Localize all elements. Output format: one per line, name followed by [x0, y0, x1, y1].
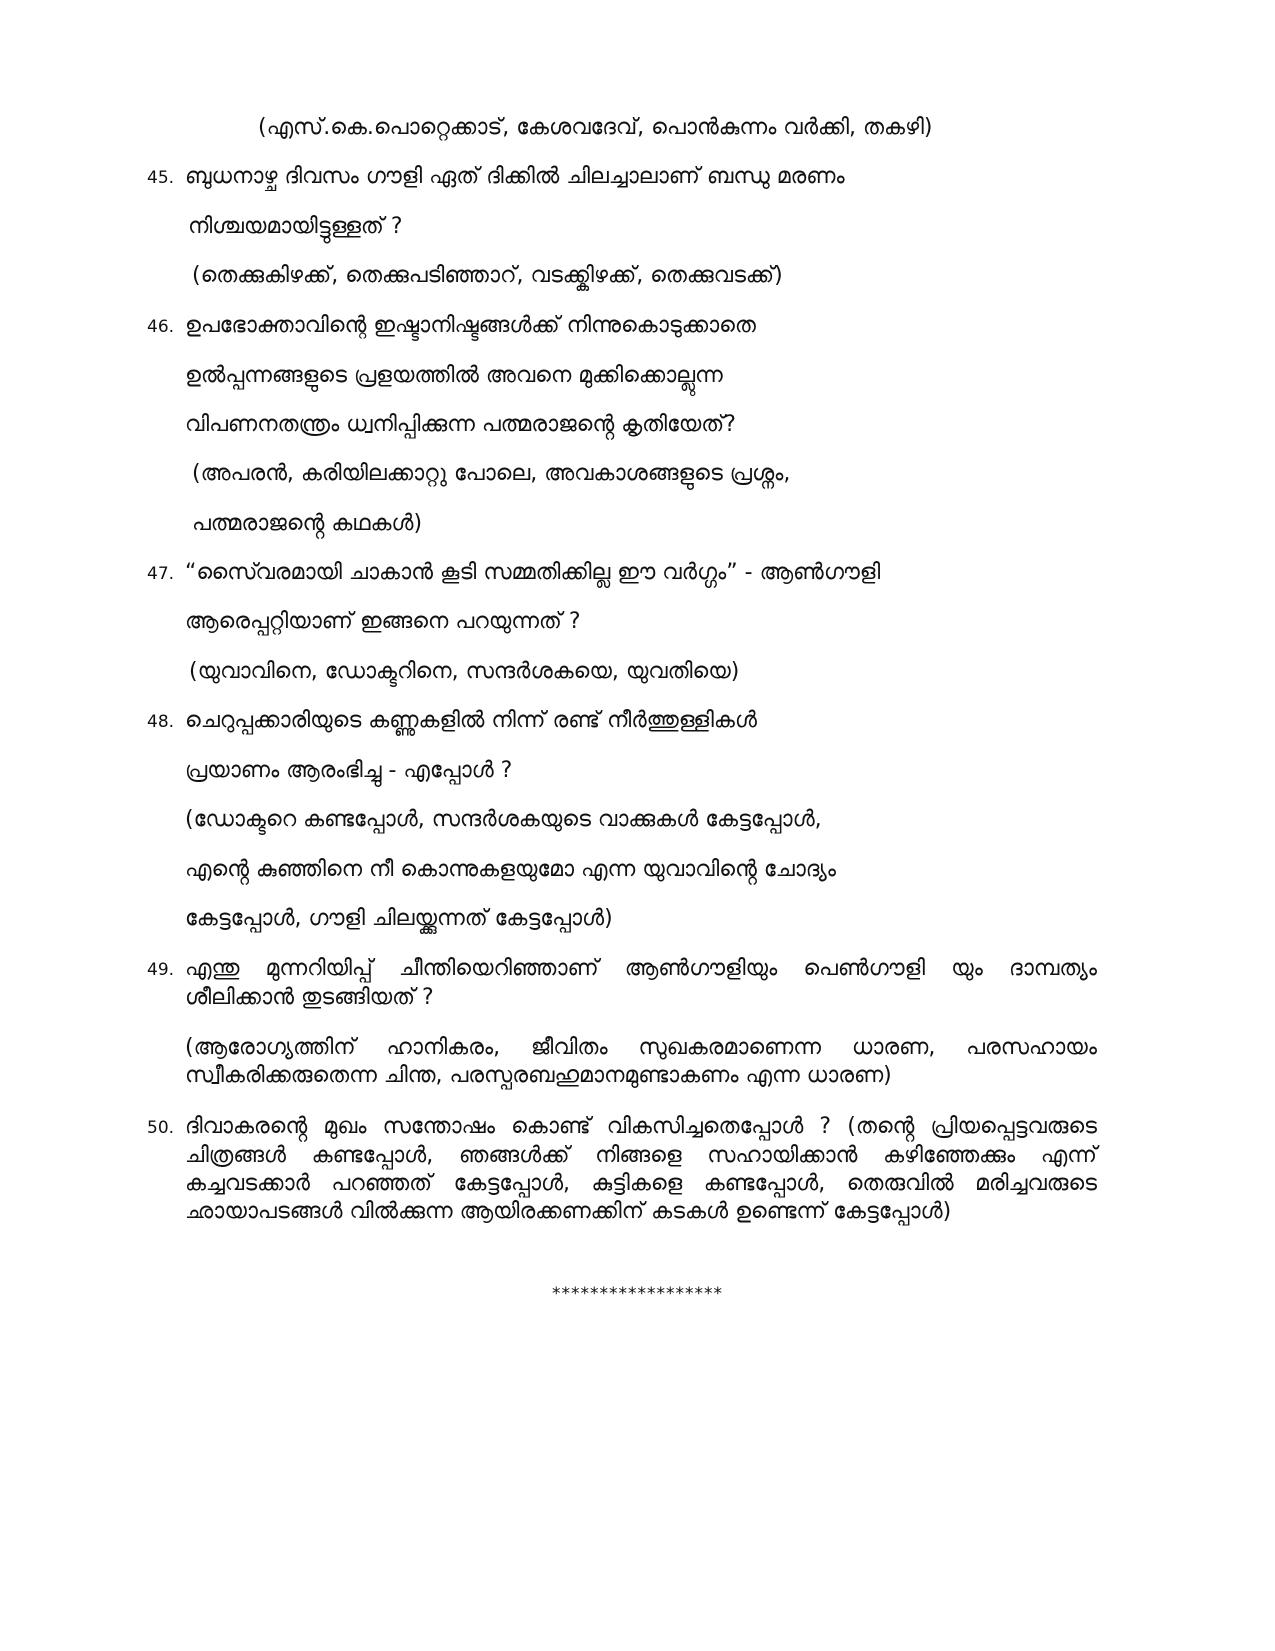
q48-text-1: ചെറുപ്പക്കാരിയുടെ കണ്ണുകളിൽ നിന്ന് രണ്ട് നീർത്തുള്ളികൾ	[185, 708, 757, 733]
q50-number: 50.	[147, 1118, 175, 1138]
q46-text-1: ഉപഭോക്താവിന്റെ ഇഷ്ടാനിഷ്ടങ്ങൾക്ക് നിന്നുകൊടുക്കാതെ	[185, 313, 756, 338]
q48-number: 48.	[147, 712, 175, 732]
q47-line-1	[147, 559, 880, 588]
q46-number: 46.	[147, 317, 175, 337]
q45-number: 45.	[147, 168, 175, 188]
q49-number: 49.	[147, 960, 175, 980]
q50-text: ദിവാകരൻ്റെ മുഖം സന്തോഷം കൊണ്ട് വികസിച്ചതെപ്പോൾ ? (തൻ്റെ പ്രിയപ്പെട്ടവരുടെ ചിത്രങ്ങൾ കണ്ടപ്പോൾ, ഞങ്ങൾക്ക് നിങ്ങളെ സഹായിക്കാൻ കഴിഞ്ഞേക്കും എന്ന് കച്ചവടക്കാർ പറഞ്ഞത് കേട്ടപ്പോൾ, കുട്ടികളെ കണ്ടപ്പോൾ, തെരുവിൽ മരിച്ചവരുടെ ഛായാപടങ്ങൾ വിൽക്കുന്ന ആയിരക്കണക്കിന് കടകൾ ഉണ്ടെന്ന് കേട്ടപ്പോൾ)	[185, 1114, 1097, 1224]
q46-line-1	[147, 312, 756, 341]
end-stars: ******************	[552, 1284, 723, 1304]
q45-line-1	[147, 163, 845, 192]
q47-text-1: “സൈ്വരമായി ചാകാൻ കൂടി സമ്മതിക്കില്ല ഈ വർഗ്ഗം” - ആൺഗൗളി	[185, 560, 881, 585]
q48-line-2: പ്രയാണം ആരംഭിച്ചു - എപ്പോൾ ?	[185, 758, 513, 783]
q46-line-3: വിപണനതന്ത്രം ധ്വനിപ്പിക്കുന്ന പത്മരാജൻ്റെ കൃതിയേത്?	[185, 412, 736, 437]
q45-text-1: ബുധനാഴ്ച ദിവസം ഗൗളി ഏത് ദിക്കിൽ ചിലച്ചാലാണ് ബന്ധു മരണം	[185, 164, 845, 189]
q45-line-2: നിശ്ചയമായിട്ടുള്ളത് ?	[188, 214, 403, 239]
q44-options: (എസ്.കെ.പൊറ്റെക്കാട്, കേശവദേവ്, പൊൻകുന്നം വർക്കി, തകഴി)	[258, 115, 933, 140]
q48-options-3: കേട്ടപ്പോൾ, ഗൗളി ചിലയ്ക്കുന്നത് കേട്ടപ്പോൾ)	[185, 906, 613, 931]
q46-options-1: (അപരൻ, കരിയിലക്കാറ്റു പോലെ, അവകാശങ്ങളുടെ പ്രശ്നം,	[192, 461, 791, 486]
q48-options-1: (ഡോക്ടറെ കണ്ടപ്പോൾ, സന്ദർശകയുടെ വാക്കുകൾ കേട്ടപ്പോൾ,	[185, 807, 822, 832]
q47-number: 47.	[147, 564, 175, 584]
q46-line-2: ഉൽപ്പന്നങ്ങളുടെ പ്രളയത്തിൽ അവനെ മുക്കിക്കൊല്ലുന്ന	[185, 363, 723, 388]
q49-options: (ആരോഗ്യത്തിന് ഹാനികരം, ജീവിതം സുഖകരമാണെന്ന ധാരണ, പരസഹായം സ്വീകരിക്കരുതെന്ന ചിന്ത, പരസ്പരബഹുമാനമുണ്ടാകണം എന്ന ധാരണ)	[185, 1035, 1097, 1088]
q47-line-2: ആരെപ്പറ്റിയാണ് ഇങ്ങനെ പറയുന്നത് ?	[185, 609, 581, 634]
q49-text: എന്തു മുന്നറിയിപ്പ് ചീന്തിയെറിഞ്ഞാണ് ആൺഗൗളിയും പെൺഗൗളി യും ദാമ്പത്യം ശീലിക്കാൻ തുടങ്ങിയത് ?	[185, 956, 1097, 1010]
q48-options-2: എൻ്റെ കുഞ്ഞിനെ നീ കൊന്നുകളയുമോ എന്ന യുവാവിൻ്റെ ചോദ്യം	[185, 857, 836, 882]
q45-options: (തെക്കുകിഴക്ക്, തെക്കുപടിഞ്ഞാറ്, വടക്ക്കിഴക്ക്, തെക്കുവടക്ക്)	[192, 263, 783, 288]
q47-options: (യുവാവിനെ, ഡോക്ടറിനെ, സന്ദർശകയെ, യുവതിയെ)	[189, 659, 740, 684]
q48-line-1	[147, 707, 757, 736]
q50-question	[147, 1113, 1097, 1226]
q46-options-2: പത്മരാജൻ്റെ കഥകൾ)	[192, 511, 423, 536]
q49-question	[147, 955, 1097, 1012]
